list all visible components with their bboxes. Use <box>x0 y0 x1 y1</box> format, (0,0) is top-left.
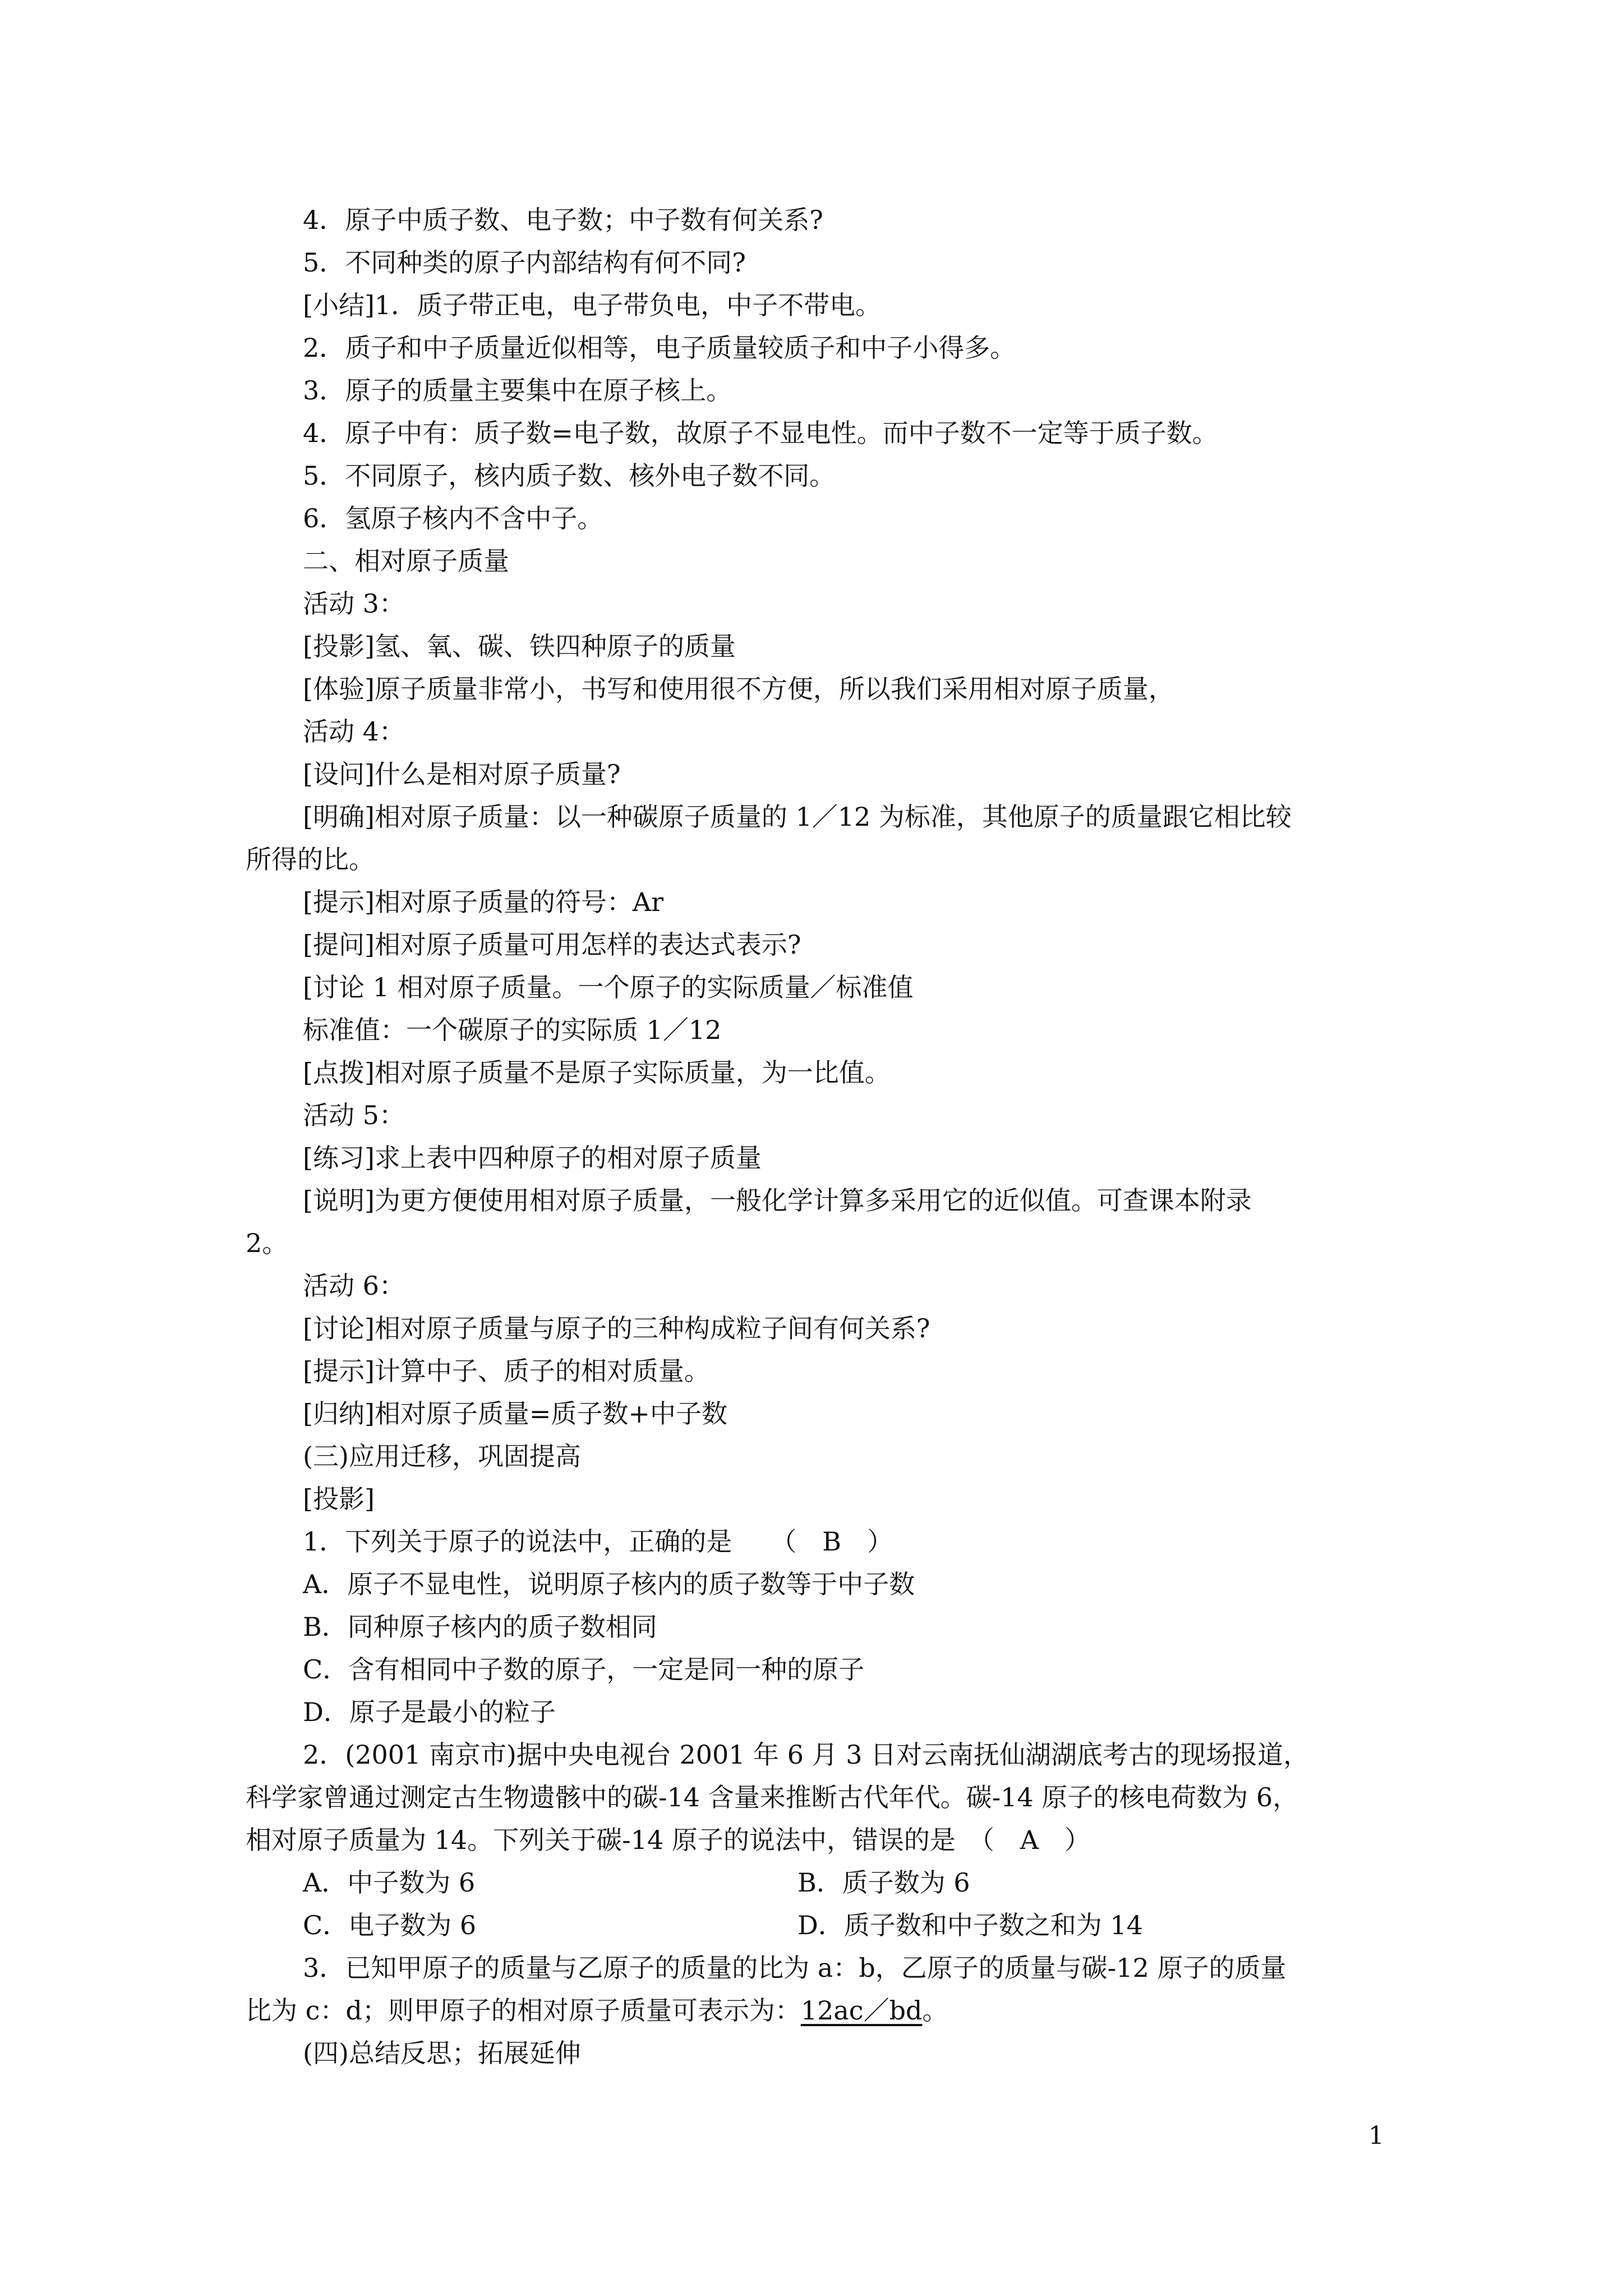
text-line: [讨论]相对原子质量与原子的三种构成粒子间有何关系? <box>303 1313 930 1343</box>
section-heading: 二、相对原子质量 <box>303 546 509 576</box>
option-d: D．质子数和中子数之和为 14 <box>797 1910 1144 1940</box>
option-a: A．中子数为 6 <box>303 1867 476 1898</box>
page-number: 1 <box>1368 2122 1384 2150</box>
question-3: 3．已知甲原子的质量与乙原子的质量的比为 a：b，乙原子的质量与碳-12 原子的质量 <box>303 1953 1287 1983</box>
activity-label: 活动 5： <box>303 1100 405 1130</box>
text-line: [设问]什么是相对原子质量? <box>303 759 621 789</box>
answer-suffix: 。 <box>922 1995 948 2026</box>
question-2: 2．(2001 南京市)据中央电视台 2001 年 6 月 3 日对云南抚仙湖湖底考古的现场报道， <box>303 1740 1310 1770</box>
activity-label: 活动 4： <box>303 716 405 747</box>
text-line: [投影]氢、氧、碳、铁四种原子的质量 <box>303 631 736 661</box>
text-line: 标准值：一个碳原子的实际质 1／12 <box>303 1015 722 1045</box>
text-line: 所得的比。 <box>246 844 375 875</box>
text-line: 2。 <box>246 1228 288 1258</box>
activity-label: 活动 6： <box>303 1271 405 1301</box>
activity-label: 活动 3： <box>303 588 405 619</box>
text-line: [小结]1．质子带正电，电子带负电，中子不带电。 <box>303 290 882 320</box>
text-line: [提问]相对原子质量可用怎样的表达式表示? <box>303 930 801 960</box>
text-line: 4．原子中有：质子数=电子数，故原子不显电性。而中子数不一定等于质子数。 <box>303 418 1218 448</box>
answer-prefix: 比为 c：d；则甲原子的相对原子质量可表示为： <box>246 1995 801 2026</box>
text-line: [说明]为更方便使用相对原子质量，一般化学计算多采用它的近似值。可查课本附录 <box>303 1185 1252 1216</box>
text-line: [提示]相对原子质量的符号：Ar <box>303 887 664 917</box>
option-c: C．含有相同中子数的原子，一定是同一种的原子 <box>303 1654 865 1685</box>
text-line: 2．质子和中子质量近似相等，电子质量较质子和中子小得多。 <box>303 333 1016 363</box>
text-line: 5．不同种类的原子内部结构有何不同? <box>303 247 746 278</box>
text-line: [归纳]相对原子质量=质子数+中子数 <box>303 1398 727 1429</box>
section-heading: (三)应用迁移，巩固提高 <box>303 1441 581 1471</box>
text-line: 科学家曾通过测定古生物遗骸中的碳-14 含量来推断古代年代。碳-14 原子的核电荷数为 6， <box>246 1782 1299 1812</box>
text-line: 相对原子质量为 14。下列关于碳-14 原子的说法中，错误的是 （ A ） <box>246 1825 1091 1855</box>
text-line: [体验]原子质量非常小，书写和使用很不方便，所以我们采用相对原子质量， <box>303 674 1174 704</box>
option-c: C．电子数为 6 <box>303 1910 477 1940</box>
text-line: 4．原子中质子数、电子数；中子数有何关系? <box>303 205 823 235</box>
option-d: D．原子是最小的粒子 <box>303 1697 556 1727</box>
text-line: [练习]求上表中四种原子的相对原子质量 <box>303 1143 762 1173</box>
question-3-answer-line <box>246 1989 948 2032</box>
option-b: B．质子数为 6 <box>797 1867 970 1898</box>
text-line: [讨论 1 相对原子质量。一个原子的实际质量／标准值 <box>303 972 914 1002</box>
text-line: [投影] <box>303 1484 375 1514</box>
answer-formula: 12ac／bd <box>800 1995 923 2026</box>
question-1: 1．下列关于原子的说法中，正确的是 （ B ） <box>303 1526 893 1557</box>
text-line: 3．原子的质量主要集中在原子核上。 <box>303 375 732 406</box>
text-line: 5．不同原子，核内质子数、核外电子数不同。 <box>303 461 836 491</box>
text-line: [点拨]相对原子质量不是原子实际质量，为一比值。 <box>303 1057 891 1088</box>
option-b: B．同种原子核内的质子数相同 <box>303 1612 657 1642</box>
text-line: [提示]计算中子、质子的相对质量。 <box>303 1356 710 1386</box>
text-line: 6．氢原子核内不含中子。 <box>303 503 603 533</box>
section-heading: (四)总结反思；拓展延伸 <box>303 2038 581 2068</box>
option-a: A．原子不显电性，说明原子核内的质子数等于中子数 <box>303 1569 915 1599</box>
text-line: [明确]相对原子质量：以一种碳原子质量的 1／12 为标准，其他原子的质量跟它相比较 <box>303 802 1292 832</box>
